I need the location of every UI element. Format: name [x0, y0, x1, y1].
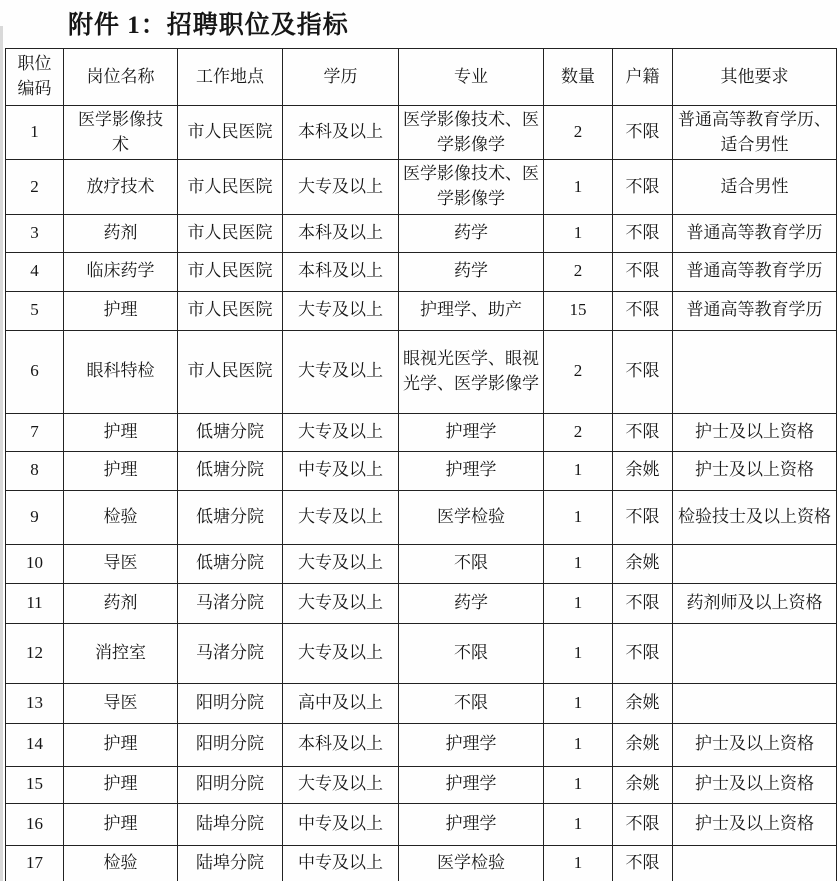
- table-cell: 大专及以上: [283, 583, 399, 623]
- table-cell: 1: [544, 160, 613, 214]
- table-cell: 16: [6, 803, 64, 845]
- table-cell: 1: [544, 766, 613, 803]
- table-cell: 医学影像技术、医学影像学: [399, 106, 544, 160]
- table-cell: 不限: [613, 214, 673, 252]
- table-cell: 医学影像技术、医学影像学: [399, 160, 544, 214]
- table-cell: 护理学: [399, 723, 544, 766]
- table-cell: [673, 544, 837, 583]
- table-cell: 不限: [399, 544, 544, 583]
- table-cell: 护理: [64, 451, 178, 490]
- table-cell: [673, 683, 837, 723]
- table-cell: 护理学: [399, 451, 544, 490]
- table-row: [6, 623, 837, 683]
- table-cell: [673, 623, 837, 683]
- table-row: [6, 766, 837, 803]
- table-cell: 2: [544, 330, 613, 413]
- table-cell: [673, 330, 837, 413]
- table-cell: 消控室: [64, 623, 178, 683]
- table-cell: 本科及以上: [283, 252, 399, 291]
- table-row: [6, 490, 837, 544]
- table-cell: 普通高等教育学历: [673, 291, 837, 330]
- table-cell: 低塘分院: [178, 490, 283, 544]
- column-header: 其他要求: [673, 49, 837, 106]
- table-cell: 市人民医院: [178, 252, 283, 291]
- table-cell: 导医: [64, 683, 178, 723]
- table-cell: 检验: [64, 845, 178, 881]
- table-cell: 阳明分院: [178, 766, 283, 803]
- table-cell: 陆埠分院: [178, 803, 283, 845]
- table-cell: 1: [544, 683, 613, 723]
- table-cell: 阳明分院: [178, 723, 283, 766]
- table-row: [6, 803, 837, 845]
- table-cell: [673, 845, 837, 881]
- table-cell: 护士及以上资格: [673, 723, 837, 766]
- table-row: [6, 214, 837, 252]
- attachment-title: 附件 1：招聘职位及指标: [68, 12, 349, 39]
- table-cell: 不限: [399, 623, 544, 683]
- table-cell: 医学影像技术: [64, 106, 178, 160]
- table-cell: 13: [6, 683, 64, 723]
- table-cell: 药剂: [64, 583, 178, 623]
- table-cell: 余姚: [613, 544, 673, 583]
- table-cell: 护士及以上资格: [673, 413, 837, 451]
- table-cell: 大专及以上: [283, 330, 399, 413]
- table-cell: 10: [6, 544, 64, 583]
- column-header: 学历: [283, 49, 399, 106]
- table-cell: 护理学、助产: [399, 291, 544, 330]
- table-cell: 陆埠分院: [178, 845, 283, 881]
- table-cell: 7: [6, 413, 64, 451]
- table-row: [6, 160, 837, 214]
- table-cell: 12: [6, 623, 64, 683]
- table-cell: 普通高等教育学历: [673, 214, 837, 252]
- table-cell: 不限: [613, 623, 673, 683]
- table-cell: 医学检验: [399, 845, 544, 881]
- table-cell: 马渚分院: [178, 623, 283, 683]
- table-cell: 护理: [64, 291, 178, 330]
- table-cell: 大专及以上: [283, 490, 399, 544]
- table-cell: 本科及以上: [283, 723, 399, 766]
- table-cell: 9: [6, 490, 64, 544]
- table-row: [6, 330, 837, 413]
- table-cell: 大专及以上: [283, 291, 399, 330]
- table-cell: 不限: [613, 160, 673, 214]
- table-cell: 不限: [399, 683, 544, 723]
- table-cell: 大专及以上: [283, 160, 399, 214]
- table-cell: 5: [6, 291, 64, 330]
- table-cell: 1: [544, 544, 613, 583]
- table-cell: 护理: [64, 723, 178, 766]
- table-cell: 药学: [399, 214, 544, 252]
- table-cell: 市人民医院: [178, 291, 283, 330]
- table-row: [6, 723, 837, 766]
- table-cell: 1: [544, 451, 613, 490]
- table-row: [6, 106, 837, 160]
- table-row: [6, 845, 837, 881]
- table-cell: 市人民医院: [178, 330, 283, 413]
- table-cell: 3: [6, 214, 64, 252]
- table-cell: 2: [6, 160, 64, 214]
- table-cell: 低塘分院: [178, 544, 283, 583]
- table-cell: 普通高等教育学历: [673, 252, 837, 291]
- table-cell: 本科及以上: [283, 214, 399, 252]
- table-cell: 市人民医院: [178, 106, 283, 160]
- table-cell: 普通高等教育学历、适合男性: [673, 106, 837, 160]
- table-row: [6, 544, 837, 583]
- table-cell: 导医: [64, 544, 178, 583]
- table-cell: 高中及以上: [283, 683, 399, 723]
- table-cell: 不限: [613, 330, 673, 413]
- column-header: 专业: [399, 49, 544, 106]
- table-row: [6, 451, 837, 490]
- table-cell: 余姚: [613, 723, 673, 766]
- table-cell: 4: [6, 252, 64, 291]
- table-cell: 检验: [64, 490, 178, 544]
- table-cell: 1: [544, 803, 613, 845]
- table-cell: 不限: [613, 583, 673, 623]
- table-cell: 检验技士及以上资格: [673, 490, 837, 544]
- table-cell: 医学检验: [399, 490, 544, 544]
- table-cell: 药学: [399, 252, 544, 291]
- table-cell: 护士及以上资格: [673, 803, 837, 845]
- table-cell: 不限: [613, 803, 673, 845]
- table-cell: 6: [6, 330, 64, 413]
- table-cell: 眼视光医学、眼视光学、医学影像学: [399, 330, 544, 413]
- table-cell: 大专及以上: [283, 413, 399, 451]
- table-cell: 2: [544, 252, 613, 291]
- table-cell: 放疗技术: [64, 160, 178, 214]
- table-cell: 1: [544, 845, 613, 881]
- table-cell: 护理: [64, 766, 178, 803]
- table-cell: 不限: [613, 252, 673, 291]
- table-cell: 1: [544, 583, 613, 623]
- table-cell: 护理学: [399, 766, 544, 803]
- table-cell: 马渚分院: [178, 583, 283, 623]
- table-cell: 护士及以上资格: [673, 766, 837, 803]
- table-cell: 护理: [64, 803, 178, 845]
- table-cell: 14: [6, 723, 64, 766]
- table-cell: 8: [6, 451, 64, 490]
- column-header: 职位编码: [6, 49, 64, 106]
- table-cell: 大专及以上: [283, 766, 399, 803]
- table-cell: 15: [6, 766, 64, 803]
- table-cell: 护理学: [399, 413, 544, 451]
- table-cell: 护士及以上资格: [673, 451, 837, 490]
- page-edge-shadow: [0, 26, 3, 881]
- table-header: [6, 49, 837, 106]
- column-header: 户籍: [613, 49, 673, 106]
- table-cell: 不限: [613, 490, 673, 544]
- table-cell: 2: [544, 413, 613, 451]
- table-cell: 不限: [613, 845, 673, 881]
- table-cell: 大专及以上: [283, 544, 399, 583]
- table-cell: 低塘分院: [178, 413, 283, 451]
- header-row: [6, 49, 837, 106]
- table-cell: 阳明分院: [178, 683, 283, 723]
- table-cell: 1: [544, 490, 613, 544]
- table-cell: 护理学: [399, 803, 544, 845]
- table-cell: 药剂师及以上资格: [673, 583, 837, 623]
- table-cell: 护理: [64, 413, 178, 451]
- column-header: 岗位名称: [64, 49, 178, 106]
- column-header: 工作地点: [178, 49, 283, 106]
- recruitment-positions-table: [5, 48, 837, 881]
- table-row: [6, 413, 837, 451]
- table-cell: 中专及以上: [283, 803, 399, 845]
- table-cell: 中专及以上: [283, 845, 399, 881]
- table-cell: 2: [544, 106, 613, 160]
- table-cell: 1: [544, 723, 613, 766]
- table-cell: 不限: [613, 106, 673, 160]
- table-cell: 市人民医院: [178, 214, 283, 252]
- table-cell: 市人民医院: [178, 160, 283, 214]
- table-cell: 药学: [399, 583, 544, 623]
- table-cell: 11: [6, 583, 64, 623]
- table-cell: 药剂: [64, 214, 178, 252]
- table-cell: 临床药学: [64, 252, 178, 291]
- column-header: 数量: [544, 49, 613, 106]
- table-cell: 不限: [613, 413, 673, 451]
- table-cell: 15: [544, 291, 613, 330]
- table-cell: 大专及以上: [283, 623, 399, 683]
- table-cell: 本科及以上: [283, 106, 399, 160]
- table-row: [6, 583, 837, 623]
- table-cell: 1: [544, 214, 613, 252]
- table-cell: 适合男性: [673, 160, 837, 214]
- table-body: [6, 106, 837, 881]
- table-cell: 中专及以上: [283, 451, 399, 490]
- table-cell: 低塘分院: [178, 451, 283, 490]
- table-cell: 不限: [613, 291, 673, 330]
- table-cell: 1: [6, 106, 64, 160]
- table-row: [6, 683, 837, 723]
- table-cell: 余姚: [613, 451, 673, 490]
- table-cell: 眼科特检: [64, 330, 178, 413]
- table-row: [6, 291, 837, 330]
- table-cell: 1: [544, 623, 613, 683]
- table-cell: 余姚: [613, 766, 673, 803]
- table-cell: 余姚: [613, 683, 673, 723]
- table-cell: 17: [6, 845, 64, 881]
- table-row: [6, 252, 837, 291]
